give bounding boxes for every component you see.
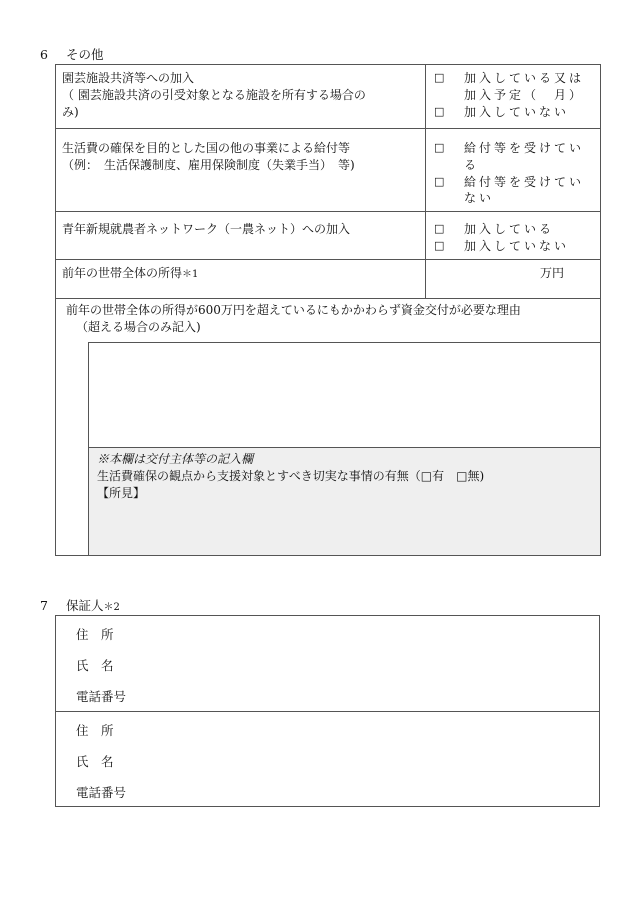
admin-opinion-label: 【所見】: [97, 485, 146, 500]
option-not-joined[interactable]: [434, 238, 594, 255]
admin-question: 生活費確保の観点から支援対象とすべき切実な事情の有無（□有 □無): [97, 469, 485, 484]
unit-label: 万円: [539, 265, 564, 280]
options-cell: [426, 212, 601, 260]
reason-cell: [56, 298, 601, 556]
row-reason: [56, 298, 601, 556]
phone-field[interactable]: 電話番号: [76, 785, 127, 800]
option-text: ない: [464, 191, 495, 206]
options-cell: [426, 129, 601, 212]
address-field[interactable]: 住 所: [76, 627, 114, 642]
section-number: 7: [40, 598, 48, 613]
option-text: 加入していない: [464, 104, 570, 119]
option-text: 給付等を受けてい: [464, 174, 585, 189]
name-field[interactable]: 氏 名: [76, 754, 114, 769]
options-cell: [426, 65, 601, 129]
footnote-marker: ＊1: [182, 268, 199, 280]
option-text: 加入している又は: [464, 71, 585, 85]
option-text: 給付等を受けてい: [464, 141, 585, 155]
reason-heading: [56, 299, 600, 336]
option-receiving[interactable]: [434, 134, 594, 174]
address-field[interactable]: 住 所: [76, 723, 114, 738]
checkbox[interactable]: □: [434, 104, 445, 118]
section-6-title: [40, 46, 104, 64]
section-6-table: [55, 64, 601, 556]
label-cell: [56, 129, 426, 212]
option-text: 加入している: [464, 222, 555, 237]
label-line: 生活費の確保を目的とした国の他の事業による給付等: [62, 141, 351, 155]
row-network: [56, 212, 601, 260]
option-joined[interactable]: [434, 70, 594, 104]
option-text: る: [464, 157, 480, 172]
option-not-joined[interactable]: [434, 104, 594, 121]
guarantor-table: [55, 615, 600, 807]
guarantor-block: [56, 616, 599, 711]
section-7-title: [40, 597, 120, 615]
name-field[interactable]: 氏 名: [76, 658, 114, 673]
phone-field[interactable]: 電話番号: [76, 689, 127, 704]
income-label-cell: [56, 259, 426, 298]
label-line: （例： 生活保護制度、雇用保険制度（失業手当） 等): [62, 157, 355, 172]
guarantor-block: [56, 711, 599, 806]
checkbox[interactable]: □: [434, 222, 445, 236]
section-title-text: 保証人: [66, 598, 104, 613]
section-number: 6: [40, 47, 48, 62]
row-greenhouse-insurance: [56, 65, 601, 129]
label-cell: [56, 212, 426, 260]
row-income: [56, 259, 601, 298]
checkbox[interactable]: □: [434, 174, 445, 188]
reason-box: [88, 342, 600, 555]
income-value-field[interactable]: [426, 259, 601, 298]
reason-question: 前年の世帯全体の所得が600万円を超えているにもかかわらず資金交付が必要な理由: [66, 302, 521, 317]
label-line: み): [62, 104, 79, 119]
option-text: 加入していない: [464, 238, 570, 253]
reason-text-area[interactable]: [89, 343, 600, 448]
option-joined[interactable]: [434, 217, 594, 238]
checkbox[interactable]: □: [434, 238, 445, 252]
income-label: 前年の世帯全体の所得: [62, 265, 183, 280]
label-line: 園芸施設共済等への加入: [62, 71, 195, 85]
option-text: 加入予定（ 月）: [464, 87, 585, 102]
label-cell: [56, 65, 426, 129]
row-other-benefits: [56, 129, 601, 212]
footnote-marker: ＊2: [103, 602, 120, 613]
option-not-receiving[interactable]: [434, 174, 594, 208]
reason-note: （超える場合のみ記入): [76, 319, 201, 334]
admin-area: [89, 448, 600, 555]
checkbox[interactable]: □: [434, 71, 445, 84]
checkbox[interactable]: □: [434, 141, 445, 154]
label-line: （ 園芸施設共済の引受対象となる施設を所有する場合の: [62, 87, 366, 102]
section-title-text: その他: [66, 47, 104, 62]
label-line: 青年新規就農者ネットワーク（一農ネット）への加入: [62, 222, 351, 237]
admin-title: ※本欄は交付主体等の記入欄: [97, 452, 254, 467]
